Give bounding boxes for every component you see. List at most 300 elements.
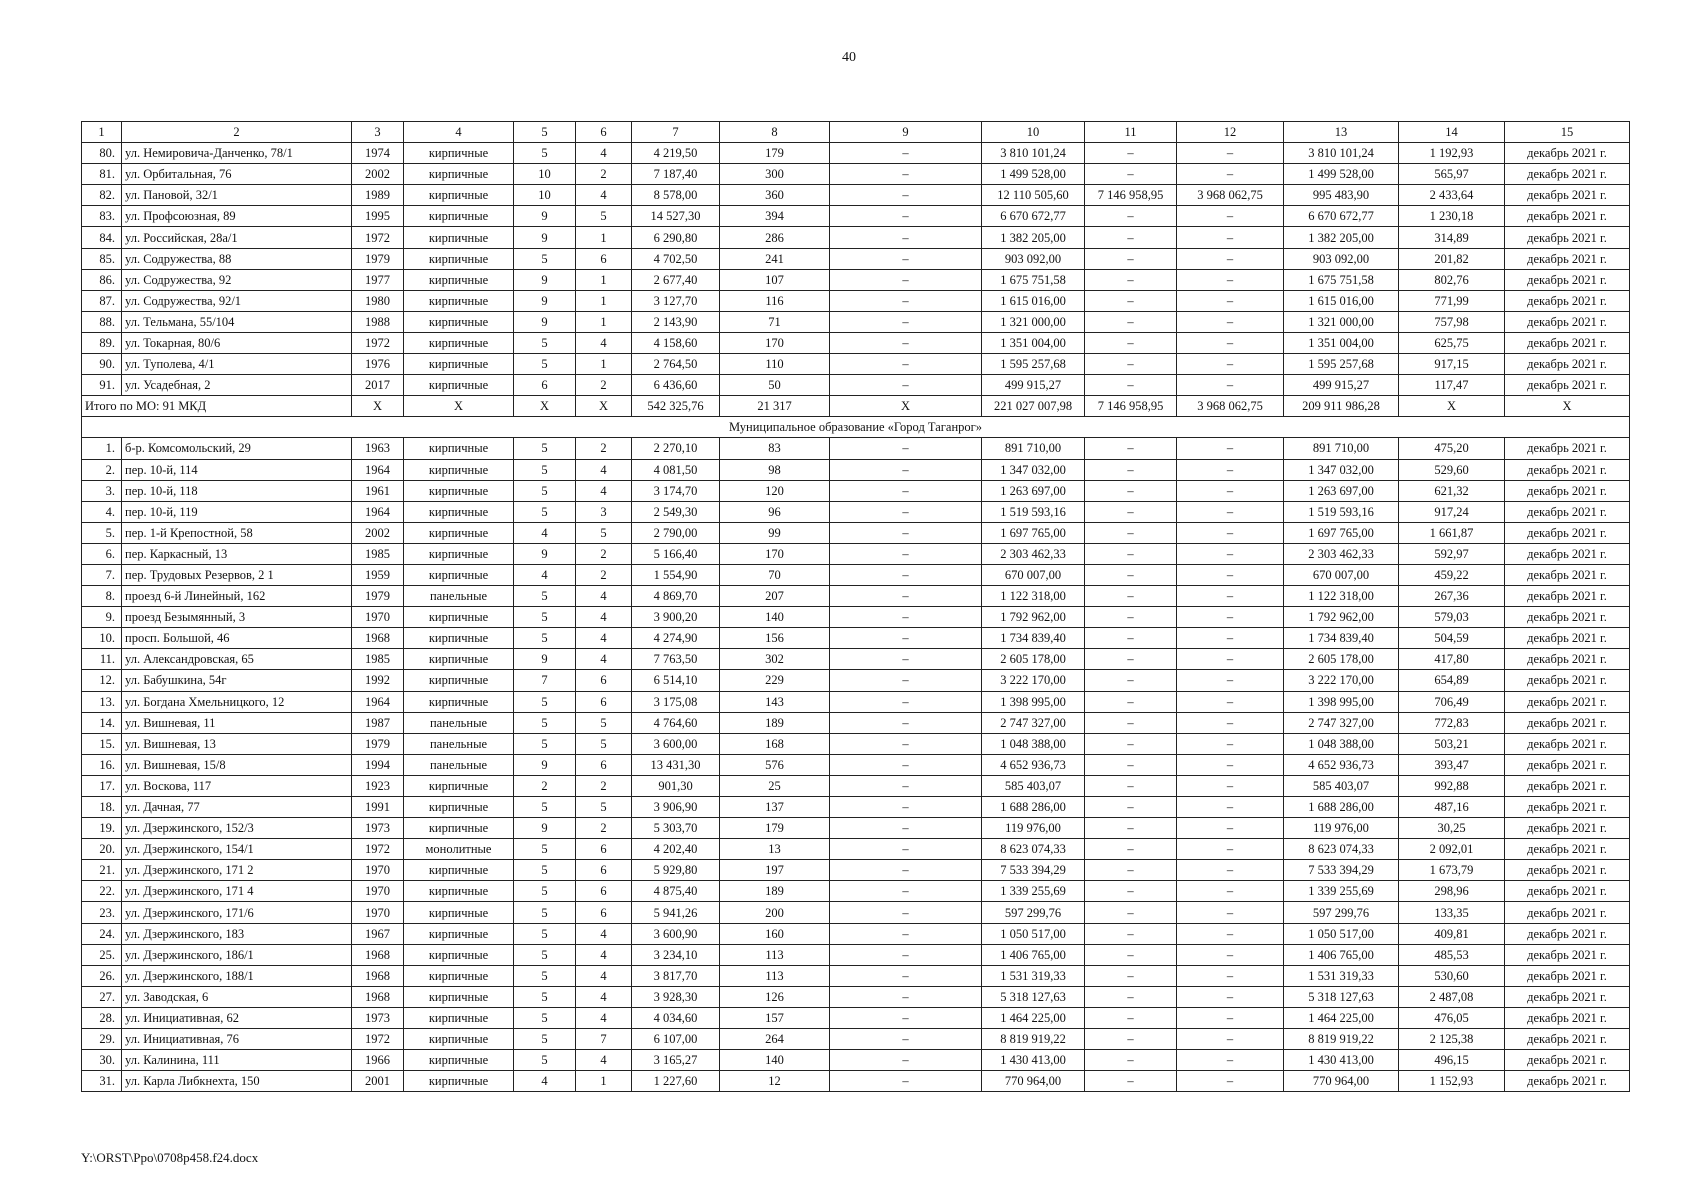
table-cell: 1972 <box>352 332 404 353</box>
table-cell: 4 <box>576 965 632 986</box>
table-cell: 5 <box>514 459 576 480</box>
table-cell: – <box>1085 1071 1177 1092</box>
table-cell: 5 166,40 <box>632 543 720 564</box>
table-cell: 1 615 016,00 <box>982 290 1085 311</box>
table-cell: – <box>1085 332 1177 353</box>
table-cell: 5 <box>514 1050 576 1071</box>
table-cell: 6 <box>576 691 632 712</box>
table-cell: 5 <box>514 122 576 143</box>
table-cell: декабрь 2021 г. <box>1505 628 1630 649</box>
table-cell: – <box>1085 1007 1177 1028</box>
table-cell: 891 710,00 <box>982 438 1085 459</box>
table-row <box>82 902 1630 923</box>
table-cell: ул. Калинина, 111 <box>122 1050 352 1071</box>
table-cell: кирпичные <box>404 1029 514 1050</box>
table-cell: декабрь 2021 г. <box>1505 522 1630 543</box>
table-cell: 13 <box>1284 122 1399 143</box>
table-cell: 1 339 255,69 <box>982 881 1085 902</box>
table-cell: 3 165,27 <box>632 1050 720 1071</box>
table-row <box>82 375 1630 396</box>
table-cell: б-р. Комсомольский, 29 <box>122 438 352 459</box>
table-cell: 476,05 <box>1399 1007 1505 1028</box>
table-cell: 5 <box>514 607 576 628</box>
table-cell: 3 <box>352 122 404 143</box>
table-cell: 1 499 528,00 <box>1284 164 1399 185</box>
table-cell: 1991 <box>352 797 404 818</box>
table-cell: – <box>1177 269 1284 290</box>
table-cell: – <box>1085 775 1177 796</box>
table-cell: 8 578,00 <box>632 185 720 206</box>
table-cell: – <box>1177 1050 1284 1071</box>
table-cell: 3 600,90 <box>632 923 720 944</box>
table-cell: 1972 <box>352 1029 404 1050</box>
table-cell: 241 <box>720 248 830 269</box>
table-cell: 409,81 <box>1399 923 1505 944</box>
table-cell: 8 <box>720 122 830 143</box>
table-cell: – <box>1177 944 1284 965</box>
table-cell: – <box>1177 607 1284 628</box>
table-cell: – <box>830 754 982 775</box>
table-cell: – <box>1085 944 1177 965</box>
table-cell: 6 107,00 <box>632 1029 720 1050</box>
table-cell: 7 146 958,95 <box>1085 396 1177 417</box>
table-cell: – <box>830 438 982 459</box>
table-cell: ул. Бабушкина, 54г <box>122 670 352 691</box>
table-cell: ул. Тельмана, 55/104 <box>122 311 352 332</box>
table-cell: 9 <box>830 122 982 143</box>
table-row <box>82 185 1630 206</box>
table-cell: ул. Заводская, 6 <box>122 986 352 1007</box>
table-cell: 4 <box>576 332 632 353</box>
table-cell: 1 <box>576 311 632 332</box>
table-cell: декабрь 2021 г. <box>1505 775 1630 796</box>
table-cell: 5 <box>514 712 576 733</box>
table-cell: 542 325,76 <box>632 396 720 417</box>
table-cell: – <box>1085 480 1177 501</box>
table-cell: кирпичные <box>404 986 514 1007</box>
table-cell: 9 <box>514 754 576 775</box>
table-cell: панельные <box>404 712 514 733</box>
table-cell: 7 <box>514 670 576 691</box>
table-cell: 625,75 <box>1399 332 1505 353</box>
table-cell: 1 347 032,00 <box>1284 459 1399 480</box>
table-cell: – <box>830 712 982 733</box>
table-cell: – <box>1177 480 1284 501</box>
table-cell: 1 <box>576 290 632 311</box>
table-cell: 1 <box>576 269 632 290</box>
table-cell: – <box>830 944 982 965</box>
table-cell: 504,59 <box>1399 628 1505 649</box>
table-cell: 1979 <box>352 586 404 607</box>
table-cell: 1 122 318,00 <box>1284 586 1399 607</box>
table-cell: – <box>1085 965 1177 986</box>
table-cell: 4 <box>514 1071 576 1092</box>
table-cell: ул. Содружества, 92/1 <box>122 290 352 311</box>
table-cell: 4 702,50 <box>632 248 720 269</box>
table-cell: 9 <box>514 818 576 839</box>
table-cell: кирпичные <box>404 459 514 480</box>
table-cell: 757,98 <box>1399 311 1505 332</box>
table-cell: кирпичные <box>404 564 514 585</box>
table-cell: – <box>1177 712 1284 733</box>
table-row <box>82 354 1630 375</box>
table-cell: ул. Вишневая, 11 <box>122 712 352 733</box>
table-row <box>82 839 1630 860</box>
table-cell: декабрь 2021 г. <box>1505 164 1630 185</box>
table-cell: ул. Немировича-Данченко, 78/1 <box>122 143 352 164</box>
table-cell: – <box>830 375 982 396</box>
table-row <box>82 332 1630 353</box>
table-cell: 1 339 255,69 <box>1284 881 1399 902</box>
table-row <box>82 923 1630 944</box>
table-cell: пер. 10-й, 114 <box>122 459 352 480</box>
table-cell: 1964 <box>352 501 404 522</box>
table-cell: 1 048 388,00 <box>1284 733 1399 754</box>
table-cell: 24. <box>82 923 122 944</box>
table-cell: 9 <box>514 543 576 564</box>
table-cell: 1966 <box>352 1050 404 1071</box>
table-row <box>82 649 1630 670</box>
table-cell: 3 810 101,24 <box>1284 143 1399 164</box>
table-cell: 6 <box>576 670 632 691</box>
table-cell: 5 <box>514 965 576 986</box>
table-cell: 113 <box>720 944 830 965</box>
table-cell: 13. <box>82 691 122 712</box>
table-cell: 4 <box>514 564 576 585</box>
table-cell: кирпичные <box>404 860 514 881</box>
table-cell: 1 688 286,00 <box>982 797 1085 818</box>
table-cell: 1 531 319,33 <box>1284 965 1399 986</box>
table-cell: 917,24 <box>1399 501 1505 522</box>
table-cell: 10 <box>982 122 1085 143</box>
table-cell: – <box>1085 375 1177 396</box>
table-cell: Итого по МО: 91 МКД <box>82 396 352 417</box>
table-cell: 1970 <box>352 902 404 923</box>
table-cell: 4 <box>576 459 632 480</box>
table-cell: 1 398 995,00 <box>982 691 1085 712</box>
table-cell: кирпичные <box>404 691 514 712</box>
table-cell: 1 464 225,00 <box>982 1007 1085 1028</box>
table-cell: 1 263 697,00 <box>982 480 1085 501</box>
table-cell: – <box>1085 818 1177 839</box>
table-cell: 901,30 <box>632 775 720 796</box>
table-cell: панельные <box>404 754 514 775</box>
table-cell: 2 764,50 <box>632 354 720 375</box>
table-cell: кирпичные <box>404 269 514 290</box>
housing-repair-table <box>81 121 1630 1092</box>
table-cell: 3 928,30 <box>632 986 720 1007</box>
table-cell: 117,47 <box>1399 375 1505 396</box>
table-cell: 140 <box>720 1050 830 1071</box>
table-cell: 1987 <box>352 712 404 733</box>
table-cell: 1967 <box>352 923 404 944</box>
table-cell: 7 763,50 <box>632 649 720 670</box>
table-cell: – <box>1085 522 1177 543</box>
table-cell: – <box>1177 459 1284 480</box>
table-cell: 503,21 <box>1399 733 1505 754</box>
table-cell: 1972 <box>352 839 404 860</box>
table-cell: 9 <box>514 649 576 670</box>
table-cell: – <box>1177 628 1284 649</box>
table-cell: – <box>830 185 982 206</box>
table-cell: 3 175,08 <box>632 691 720 712</box>
table-cell: – <box>1085 986 1177 1007</box>
table-cell: 770 964,00 <box>1284 1071 1399 1092</box>
table-cell: 189 <box>720 712 830 733</box>
table-cell: 99 <box>720 522 830 543</box>
table-cell: 2 747 327,00 <box>982 712 1085 733</box>
table-cell: 229 <box>720 670 830 691</box>
table-cell: кирпичные <box>404 543 514 564</box>
table-cell: 84. <box>82 227 122 248</box>
table-cell: – <box>830 670 982 691</box>
table-cell: – <box>830 923 982 944</box>
table-cell: 1 <box>576 354 632 375</box>
table-cell: кирпичные <box>404 1071 514 1092</box>
table-cell: 592,97 <box>1399 543 1505 564</box>
table-cell: декабрь 2021 г. <box>1505 691 1630 712</box>
table-cell: 597 299,76 <box>1284 902 1399 923</box>
table-cell: 1 227,60 <box>632 1071 720 1092</box>
table-cell: 4 158,60 <box>632 332 720 353</box>
table-cell: пер. 10-й, 119 <box>122 501 352 522</box>
table-cell: 7 <box>632 122 720 143</box>
table-cell: ул. Дзержинского, 171/6 <box>122 902 352 923</box>
table-cell: 1972 <box>352 227 404 248</box>
table-cell: 5 303,70 <box>632 818 720 839</box>
table-cell: 7 146 958,95 <box>1085 185 1177 206</box>
table-cell: кирпичные <box>404 438 514 459</box>
table-cell: 3 234,10 <box>632 944 720 965</box>
table-cell: 2 125,38 <box>1399 1029 1505 1050</box>
table-cell: 2 <box>576 438 632 459</box>
table-cell: 156 <box>720 628 830 649</box>
table-cell: – <box>830 649 982 670</box>
table-cell: – <box>1177 311 1284 332</box>
table-cell: 168 <box>720 733 830 754</box>
table-cell: ул. Профсоюзная, 89 <box>122 206 352 227</box>
table-cell: – <box>830 902 982 923</box>
table-cell: – <box>1177 438 1284 459</box>
table-cell: – <box>1177 649 1284 670</box>
table-cell: 87. <box>82 290 122 311</box>
table-cell: 1 382 205,00 <box>982 227 1085 248</box>
table-cell: ул. Инициативная, 76 <box>122 1029 352 1050</box>
table-cell: – <box>1177 1029 1284 1050</box>
table-row <box>82 860 1630 881</box>
table-cell: 2002 <box>352 522 404 543</box>
table-cell: 1 554,90 <box>632 564 720 585</box>
table-row <box>82 564 1630 585</box>
table-cell: 2 <box>576 164 632 185</box>
table-cell: – <box>1085 143 1177 164</box>
table-cell: 22. <box>82 881 122 902</box>
table-cell: 2 <box>122 122 352 143</box>
table-cell: кирпичные <box>404 1050 514 1071</box>
table-cell: 1 734 839,40 <box>982 628 1085 649</box>
table-cell: 25 <box>720 775 830 796</box>
table-cell: 201,82 <box>1399 248 1505 269</box>
table-row <box>82 480 1630 501</box>
table-cell: – <box>1177 691 1284 712</box>
table-cell: – <box>1177 733 1284 754</box>
table-cell: – <box>830 501 982 522</box>
table-cell: 30,25 <box>1399 818 1505 839</box>
table-cell: 50 <box>720 375 830 396</box>
table-cell: 1 675 751,58 <box>982 269 1085 290</box>
table-cell: 119 976,00 <box>1284 818 1399 839</box>
table-cell: – <box>830 733 982 754</box>
table-row <box>82 691 1630 712</box>
table-cell: 179 <box>720 818 830 839</box>
table-cell: 1968 <box>352 944 404 965</box>
table-cell: 197 <box>720 860 830 881</box>
table-cell: кирпичные <box>404 944 514 965</box>
table-cell: 802,76 <box>1399 269 1505 290</box>
table-cell: – <box>1085 206 1177 227</box>
table-cell: 71 <box>720 311 830 332</box>
table-cell: 2001 <box>352 1071 404 1092</box>
table-cell: – <box>830 164 982 185</box>
table-cell: – <box>1085 797 1177 818</box>
table-cell: 4 <box>576 1050 632 1071</box>
table-cell: 6 670 672,77 <box>982 206 1085 227</box>
table-cell: 1 661,87 <box>1399 522 1505 543</box>
table-cell: декабрь 2021 г. <box>1505 290 1630 311</box>
table-row <box>82 1071 1630 1092</box>
table-cell: 5 <box>514 839 576 860</box>
table-cell: 3 600,00 <box>632 733 720 754</box>
table-cell: 1 <box>576 227 632 248</box>
table-cell: 903 092,00 <box>1284 248 1399 269</box>
table-cell: кирпичные <box>404 164 514 185</box>
table-cell: 13 431,30 <box>632 754 720 775</box>
table-cell: 12 110 505,60 <box>982 185 1085 206</box>
table-cell: 1 595 257,68 <box>982 354 1085 375</box>
table-cell: 9 <box>514 206 576 227</box>
table-cell: декабрь 2021 г. <box>1505 607 1630 628</box>
table-cell: 26. <box>82 965 122 986</box>
table-cell: 7. <box>82 564 122 585</box>
table-cell: кирпичные <box>404 522 514 543</box>
table-cell: – <box>1177 902 1284 923</box>
table-cell: ул. Воскова, 117 <box>122 775 352 796</box>
table-cell: – <box>1177 543 1284 564</box>
table-cell: 4. <box>82 501 122 522</box>
table-row <box>82 797 1630 818</box>
table-cell: – <box>830 965 982 986</box>
table-cell: кирпичные <box>404 1007 514 1028</box>
table-cell: 12 <box>720 1071 830 1092</box>
table-cell: 654,89 <box>1399 670 1505 691</box>
table-cell: декабрь 2021 г. <box>1505 712 1630 733</box>
table-cell: декабрь 2021 г. <box>1505 1029 1630 1050</box>
table-cell: 5 <box>514 923 576 944</box>
table-cell: 1 050 517,00 <box>1284 923 1399 944</box>
table-cell: – <box>830 143 982 164</box>
table-cell: 6 290,80 <box>632 227 720 248</box>
table-cell: 5 <box>514 438 576 459</box>
table-cell: декабрь 2021 г. <box>1505 754 1630 775</box>
table-cell: 706,49 <box>1399 691 1505 712</box>
table-cell: – <box>830 628 982 649</box>
table-cell: 6 <box>576 122 632 143</box>
section-title: Муниципальное образование «Город Таганрог» <box>82 417 1630 438</box>
table-cell: ул. Туполева, 4/1 <box>122 354 352 375</box>
table-cell: – <box>1085 164 1177 185</box>
table-cell: 8 623 074,33 <box>982 839 1085 860</box>
table-cell: 6 <box>576 839 632 860</box>
table-cell: декабрь 2021 г. <box>1505 797 1630 818</box>
table-row <box>82 269 1630 290</box>
table-cell: 23. <box>82 902 122 923</box>
table-cell: 1 351 004,00 <box>1284 332 1399 353</box>
table-cell: – <box>830 206 982 227</box>
table-cell: – <box>1085 354 1177 375</box>
table-cell: – <box>830 818 982 839</box>
table-cell: декабрь 2021 г. <box>1505 649 1630 670</box>
table-cell: – <box>1177 248 1284 269</box>
table-cell: 393,47 <box>1399 754 1505 775</box>
table-cell: 170 <box>720 543 830 564</box>
table-cell: 1 347 032,00 <box>982 459 1085 480</box>
table-cell: 1 <box>576 1071 632 1092</box>
table-cell: – <box>1085 269 1177 290</box>
table-cell: – <box>830 607 982 628</box>
table-cell: 4 764,60 <box>632 712 720 733</box>
table-cell: 5 <box>514 1007 576 1028</box>
table-cell: – <box>830 775 982 796</box>
table-cell: 2 <box>576 564 632 585</box>
table-cell: декабрь 2021 г. <box>1505 332 1630 353</box>
table-cell: 2 <box>514 775 576 796</box>
table-cell: – <box>1177 375 1284 396</box>
table-cell: 2 <box>576 775 632 796</box>
table-row <box>82 1050 1630 1071</box>
table-cell: декабрь 2021 г. <box>1505 986 1630 1007</box>
table-cell: 2 092,01 <box>1399 839 1505 860</box>
table-cell: 1995 <box>352 206 404 227</box>
table-cell: – <box>1085 248 1177 269</box>
table-cell: 3 222 170,00 <box>1284 670 1399 691</box>
table-cell: 1 531 319,33 <box>982 965 1085 986</box>
table-cell: кирпичные <box>404 501 514 522</box>
table-cell: монолитные <box>404 839 514 860</box>
table-cell: 15. <box>82 733 122 754</box>
table-cell: 119 976,00 <box>982 818 1085 839</box>
table-cell: 2 677,40 <box>632 269 720 290</box>
table-cell: X <box>576 396 632 417</box>
table-cell: 1 050 517,00 <box>982 923 1085 944</box>
table-cell: 116 <box>720 290 830 311</box>
table-cell: 18. <box>82 797 122 818</box>
table-cell: декабрь 2021 г. <box>1505 311 1630 332</box>
table-cell: 1968 <box>352 986 404 1007</box>
table-cell: 209 911 986,28 <box>1284 396 1399 417</box>
table-cell: декабрь 2021 г. <box>1505 501 1630 522</box>
table-cell: – <box>830 269 982 290</box>
table-cell: 1 048 388,00 <box>982 733 1085 754</box>
table-row <box>82 754 1630 775</box>
table-cell: 14 <box>1399 122 1505 143</box>
table-cell: 2002 <box>352 164 404 185</box>
table-cell: декабрь 2021 г. <box>1505 375 1630 396</box>
table-cell: – <box>1085 311 1177 332</box>
table-cell: 28. <box>82 1007 122 1028</box>
table-cell: 6 <box>576 881 632 902</box>
table-row <box>82 733 1630 754</box>
table-cell: 88. <box>82 311 122 332</box>
